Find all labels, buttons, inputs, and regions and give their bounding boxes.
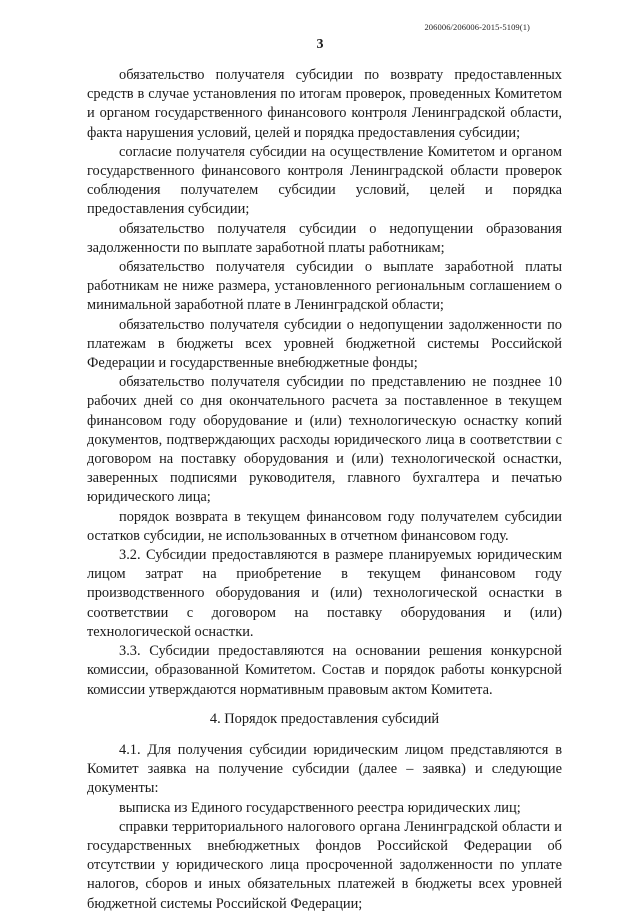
paragraph: 3.3. Субсидии предоставляются на основании решения конкурсной комиссии, образованной Комитетом. Состав и порядок работы конкурсной комиссии утверждаются нормативным правовым актом Комитета. [87,643,562,698]
document-body [87,66,562,914]
paragraph: справки территориального налогового органа Ленинградской области и государственных внебюджетных фондов Российской Федерации об отсутствии у юридического лица просроченной задолженности по уплате налогов, сборов и иных обязательных платежей в бюджеты всех уровней бюджетной системы Российской Федерации; [87,818,562,912]
paragraph: обязательство получателя субсидии о недопущении задолженности по платежам в бюджеты всех уровней бюджетной системы Российской Федерации и государственные внебюджетные фонды; [87,316,562,372]
paragraph: 4.1. Для получения субсидии юридическим лицом представляются в Комитет заявка на получение субсидии (далее – заявка) и следующие документы: [87,741,562,797]
paragraph: выписка из Единого государственного реестра юридических лиц; [119,799,521,816]
paragraph: порядок возврата в текущем финансовом году получателем субсидии остатков субсидии, не использованных в отчетном финансовом году. [87,508,562,544]
document-code: 206006/206006-2015-5109(1) [424,22,530,32]
paragraph: согласие получателя субсидии на осуществление Комитетом и органом государственного финансового контроля Ленинградской области проверок соблюдения получателем субсидии условий, целей и порядка предоставления субсидии; [87,143,562,218]
paragraph: обязательство получателя субсидии по представлению не позднее 10 рабочих дней со дня окончательного расчета за поставленное в текущем финансовом году оборудование и (или) технологическую оснастку копий документов, подтверждающих расходы юридического лица в соответствии с договором на поставку оборудования и (или) технологической оснастки, заверенных подписями руководителя, главного бухгалтера и печатью юридического лица; [87,374,562,506]
page-number: 3 [316,37,324,52]
section-heading: 4. Порядок предоставления субсидий [209,710,440,727]
paragraph: 3.2. Субсидии предоставляются в размере планируемых юридическим лицом затрат на приобретение в текущем финансовом году производственного оборудования и (или) технологической оснастки в соответствии с договором на поставку оборудования и (или) технологической оснастки. [87,547,562,640]
paragraph: обязательство получателя субсидии о недопущении образования задолженности по выплате заработной платы работникам; [87,220,562,256]
paragraph: обязательство получателя субсидии о выплате заработной платы работникам не ниже размера, установленного региональным соглашением о минимальной заработной плате в Ленинградской области; [87,259,562,314]
paragraph: обязательство получателя субсидии по возврату предоставленных средств в случае установления по итогам проверок, проведенных Комитетом и органом государственного финансового контроля Ленинградской области, факта нарушения условий, целей и порядка предоставления субсидии; [87,67,562,141]
